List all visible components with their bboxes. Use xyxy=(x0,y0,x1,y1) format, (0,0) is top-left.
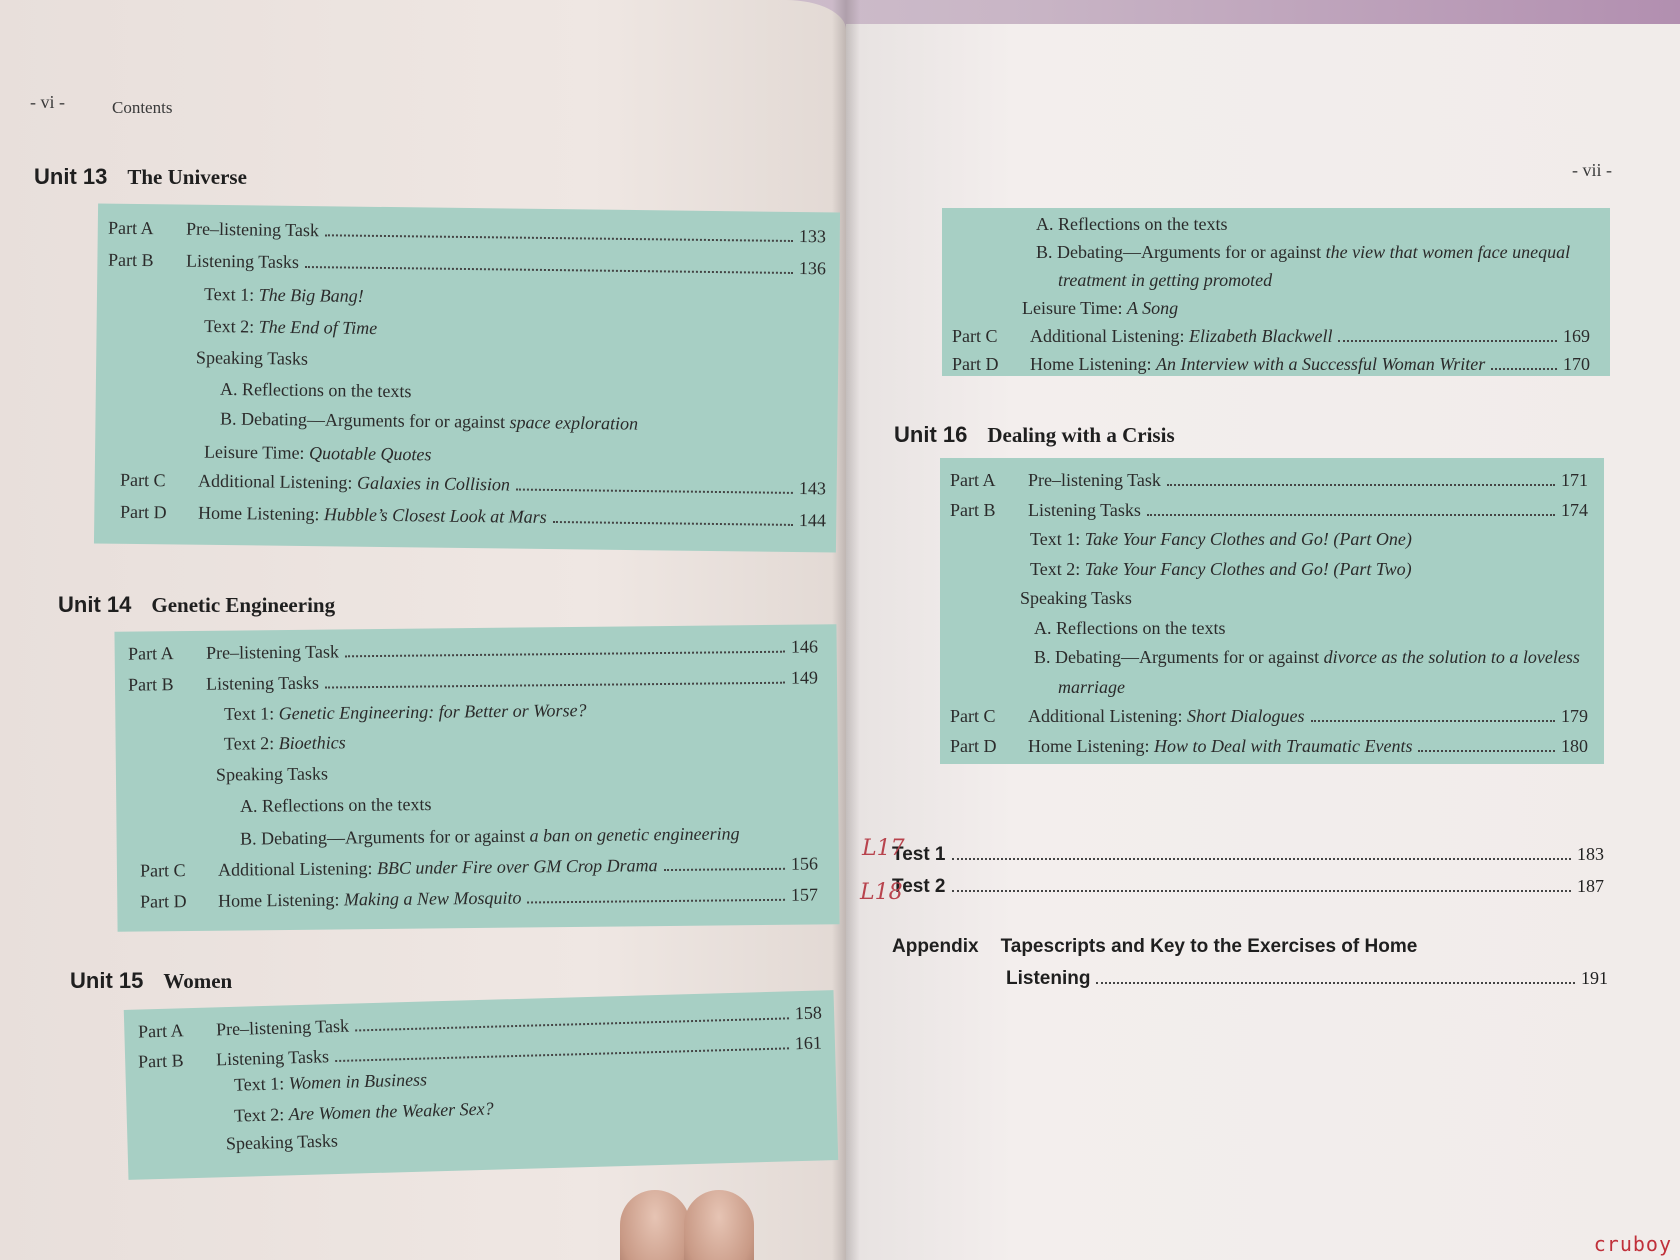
entry-label xyxy=(1028,470,1161,491)
entry-text: Leisure Time: xyxy=(203,441,310,463)
appendix-label-line xyxy=(892,936,1417,958)
unit-heading xyxy=(894,422,1175,448)
toc-entry xyxy=(1058,270,1272,291)
entry-text: Text 2: xyxy=(1030,558,1085,579)
right-page-marker: - vii - xyxy=(1572,160,1612,180)
entry-label xyxy=(186,250,299,272)
entry-italic-title: Galaxies in Collision xyxy=(356,472,511,495)
entry-italic-title: Quotable Quotes xyxy=(308,442,432,464)
handwritten-note: L18 xyxy=(860,880,903,905)
entry-text: B. Debating—Arguments for or against xyxy=(1034,647,1324,667)
entry-label xyxy=(220,378,412,401)
page-number: 183 xyxy=(1577,844,1604,864)
entry-label xyxy=(226,1130,338,1154)
entry-italic-title: the view that women face unequal xyxy=(1325,242,1571,262)
part-label: Part B xyxy=(950,499,996,520)
toc-entry xyxy=(196,347,308,369)
entry-text: Text 1: xyxy=(203,284,259,305)
entry-text: Home Listening: xyxy=(197,502,325,524)
entry-text: Text 1: xyxy=(1030,529,1085,549)
page-number: 174 xyxy=(1561,499,1588,520)
dot-leader xyxy=(1167,484,1555,486)
entry-text: Text 2: xyxy=(223,733,279,754)
part-label: Part A xyxy=(107,217,154,239)
fingers-holding-book xyxy=(560,1180,740,1260)
entry-text: Text 2: xyxy=(233,1104,290,1126)
toc-entry xyxy=(950,706,1588,727)
entry-text: Home Listening: xyxy=(1028,735,1154,756)
toc-entry xyxy=(216,763,328,785)
toc-test-2 xyxy=(892,876,1604,898)
entry-italic-title: An Interview with a Successful Woman Writer xyxy=(1155,354,1486,374)
unit-title: The Universe xyxy=(127,165,247,189)
entry-italic-title: Short Dialogues xyxy=(1187,706,1305,726)
left-page-marker: - vi - xyxy=(30,92,65,112)
entry-italic-title: The End of Time xyxy=(258,316,378,338)
page-number: 161 xyxy=(794,1032,823,1054)
appendix-title-line2: Listening xyxy=(1006,968,1091,989)
toc-entry xyxy=(1022,298,1178,319)
toc-entry xyxy=(952,326,1590,347)
entry-italic-title: Take Your Fancy Clothes and Go! (Part Two) xyxy=(1084,558,1412,579)
entry-label xyxy=(198,471,510,496)
part-label: Part B xyxy=(137,1050,184,1072)
entry-label xyxy=(1020,588,1132,609)
finger xyxy=(620,1190,690,1260)
entry-text: Leisure Time: xyxy=(1022,298,1128,318)
entry-label xyxy=(1028,500,1141,521)
dot-leader xyxy=(553,520,793,525)
page-number: 191 xyxy=(1581,968,1608,988)
part-label: Part C xyxy=(952,326,998,346)
entry-text: B. Debating—Arguments for or against xyxy=(219,408,510,432)
dot-leader xyxy=(325,234,793,242)
page-number: 179 xyxy=(1561,706,1588,726)
toc-entry xyxy=(950,500,1588,521)
appendix-title-line1: Tapescripts and Key to the Exercises of Home xyxy=(1000,936,1418,957)
entry-text: Pre–listening Task xyxy=(185,218,320,241)
watermark: cruboy xyxy=(1593,1232,1672,1256)
entry-text: A. Reflections on the texts xyxy=(1036,214,1228,234)
unit-heading xyxy=(34,164,247,190)
test-label: Test 2 xyxy=(892,876,946,897)
toc-entry xyxy=(1034,618,1225,639)
page-number: 143 xyxy=(798,477,827,499)
entry-text: Additional Listening: xyxy=(197,470,358,493)
entry-text: A. Reflections on the texts xyxy=(239,793,432,817)
entry-label xyxy=(216,763,328,785)
unit-heading xyxy=(58,592,335,618)
part-label: Part D xyxy=(950,735,997,756)
entry-label xyxy=(1030,354,1485,375)
handwritten-note: L17 xyxy=(862,836,905,861)
entry-label xyxy=(1030,529,1412,550)
page-number: 149 xyxy=(790,667,819,688)
appendix-line2 xyxy=(1006,968,1608,990)
dot-leader xyxy=(1418,750,1555,752)
entry-label xyxy=(1030,326,1332,347)
page-number: 171 xyxy=(1561,470,1588,490)
toc-entry xyxy=(224,700,587,725)
dot-leader xyxy=(345,651,785,658)
unit-number: Unit 15 xyxy=(70,968,144,993)
appendix-label: Appendix xyxy=(892,936,979,957)
unit-number: Unit 16 xyxy=(894,422,968,447)
entry-italic-title: The Big Bang! xyxy=(258,284,364,306)
dot-leader xyxy=(952,858,1571,860)
entry-italic-title: space exploration xyxy=(509,411,639,434)
entry-text: Speaking Tasks xyxy=(195,347,309,369)
entry-text: B. Debating—Arguments for or against xyxy=(1036,242,1326,262)
part-label: Part B xyxy=(127,674,174,695)
entry-italic-title: Making a New Mosquito xyxy=(343,887,522,910)
toc-entry xyxy=(204,441,432,465)
entry-italic-title: Genetic Engineering: for Better or Worse? xyxy=(278,700,587,724)
entry-text: Additional Listening: xyxy=(1028,706,1187,726)
entry-label xyxy=(1058,270,1272,291)
entry-italic-title: Elizabeth Blackwell xyxy=(1189,326,1333,346)
toc-entry xyxy=(240,794,432,817)
entry-italic-title: Are Women the Weaker Sex? xyxy=(288,1098,494,1125)
entry-text: Pre–listening Task xyxy=(1028,470,1161,490)
page-number: 180 xyxy=(1561,735,1588,756)
unit-number: Unit 14 xyxy=(58,592,132,617)
entry-label xyxy=(224,700,587,725)
entry-italic-title: treatment in getting promoted xyxy=(1058,270,1273,290)
entry-text: Listening Tasks xyxy=(185,250,300,272)
toc-entry xyxy=(952,354,1590,375)
entry-label xyxy=(216,1016,349,1041)
entry-text: Text 2: xyxy=(203,315,259,337)
toc-entry xyxy=(950,736,1588,757)
entry-label xyxy=(196,347,308,369)
unit-number: Unit 13 xyxy=(34,164,108,189)
entry-text: Speaking Tasks xyxy=(225,1130,339,1154)
entry-label xyxy=(1028,736,1412,757)
dot-leader xyxy=(664,868,785,871)
entry-label xyxy=(1036,214,1227,235)
entry-text: A. Reflections on the texts xyxy=(1034,617,1226,638)
entry-text: Listening Tasks xyxy=(1028,499,1141,520)
entry-italic-title: BBC under Fire over GM Crop Drama xyxy=(376,855,658,879)
entry-label xyxy=(240,794,432,817)
entry-label xyxy=(216,1046,329,1070)
page-number: 157 xyxy=(790,884,819,905)
page-number: 187 xyxy=(1577,876,1604,896)
part-label: Part C xyxy=(119,469,166,491)
dot-leader xyxy=(516,489,793,494)
entry-text: Home Listening: xyxy=(217,889,345,911)
entry-label xyxy=(204,315,377,338)
toc-entry xyxy=(1020,588,1132,609)
entry-label xyxy=(218,888,522,912)
unit-title: Women xyxy=(163,969,233,993)
toc-entry xyxy=(224,732,346,754)
toc-entry xyxy=(1036,214,1227,235)
part-label: Part C xyxy=(139,860,186,881)
part-label: Part A xyxy=(137,1020,184,1042)
entry-italic-title: a ban on genetic engineering xyxy=(529,823,740,846)
entry-text: Pre–listening Task xyxy=(205,641,340,663)
dot-leader xyxy=(305,266,793,274)
toc-entry xyxy=(950,470,1588,491)
entry-label xyxy=(1030,559,1412,580)
running-head: Contents xyxy=(112,98,173,117)
finger xyxy=(684,1190,754,1260)
entry-text: Text 1: xyxy=(223,703,279,724)
toc-entry xyxy=(1058,677,1125,698)
entry-italic-title: A Song xyxy=(1127,298,1179,318)
part-label: Part A xyxy=(127,643,174,664)
entry-label xyxy=(198,502,547,527)
entry-text: Additional Listening: xyxy=(1030,326,1189,346)
toc-entry xyxy=(1036,242,1570,263)
entry-text: Home Listening: xyxy=(1030,354,1156,374)
part-label: Part D xyxy=(952,354,999,374)
dot-leader xyxy=(325,682,785,689)
toc-entry xyxy=(1030,529,1412,550)
page-number: 146 xyxy=(790,636,819,657)
toc-entry xyxy=(1030,559,1412,580)
entry-text: Speaking Tasks xyxy=(1020,588,1132,608)
entry-label xyxy=(1022,298,1178,319)
page-number: 136 xyxy=(798,257,827,278)
page-number: 170 xyxy=(1563,354,1590,374)
dot-leader xyxy=(1491,368,1557,370)
entry-label xyxy=(204,441,432,465)
toc-entry xyxy=(204,284,364,307)
dot-leader xyxy=(1096,982,1575,984)
toc-entry xyxy=(204,315,377,338)
entry-label xyxy=(206,641,339,663)
entry-italic-title: Bioethics xyxy=(278,732,346,754)
entry-italic-title: Hubble’s Closest Look at Mars xyxy=(323,503,547,527)
unit-heading xyxy=(70,968,232,994)
entry-label xyxy=(1058,677,1125,698)
entry-label xyxy=(206,673,319,695)
page-number: 144 xyxy=(798,509,827,530)
part-label: Part D xyxy=(119,501,167,522)
dot-leader xyxy=(1311,720,1555,722)
toc-test-1 xyxy=(892,844,1604,866)
entry-text: Listening Tasks xyxy=(205,672,320,694)
part-label: Part D xyxy=(139,891,187,912)
entry-italic-title: How to Deal with Traumatic Events xyxy=(1153,735,1413,756)
toc-entry xyxy=(226,1130,338,1154)
toc-entry xyxy=(220,378,412,401)
unit-title: Dealing with a Crisis xyxy=(987,423,1175,447)
page-number: 156 xyxy=(790,853,819,874)
entry-label xyxy=(1034,618,1225,639)
page-number: 133 xyxy=(798,226,827,247)
entry-label xyxy=(1028,706,1305,727)
entry-italic-title: divorce as the solution to a loveless xyxy=(1323,647,1580,667)
entry-text: B. Debating—Arguments for or against xyxy=(239,825,530,849)
entry-label xyxy=(204,284,364,307)
part-label: Part B xyxy=(107,249,154,270)
page-number: 158 xyxy=(794,1002,823,1024)
part-label: Part C xyxy=(950,706,996,726)
dot-leader xyxy=(1338,340,1557,342)
test-label: Test 1 xyxy=(892,844,946,865)
entry-text: A. Reflections on the texts xyxy=(219,378,412,401)
unit-title: Genetic Engineering xyxy=(151,593,336,617)
entry-label xyxy=(224,732,346,754)
dot-leader xyxy=(952,890,1571,892)
page-number: 169 xyxy=(1563,326,1590,346)
entry-label xyxy=(1036,242,1570,263)
entry-text: Listening Tasks xyxy=(215,1046,330,1070)
entry-italic-title: Take Your Fancy Clothes and Go! (Part One) xyxy=(1084,529,1412,549)
part-label: Part A xyxy=(950,470,996,490)
entry-label xyxy=(186,219,319,242)
entry-text: Speaking Tasks xyxy=(215,763,329,785)
entry-text: Text 1: xyxy=(233,1073,290,1095)
entry-text: Additional Listening: xyxy=(217,858,378,880)
entry-italic-title: Women in Business xyxy=(288,1069,428,1094)
toc-entry xyxy=(1034,647,1580,668)
entry-italic-title: marriage xyxy=(1058,676,1125,697)
entry-label xyxy=(1034,647,1580,668)
dot-leader xyxy=(528,899,786,904)
entry-text: Pre–listening Task xyxy=(215,1015,350,1040)
dot-leader xyxy=(1147,514,1555,516)
